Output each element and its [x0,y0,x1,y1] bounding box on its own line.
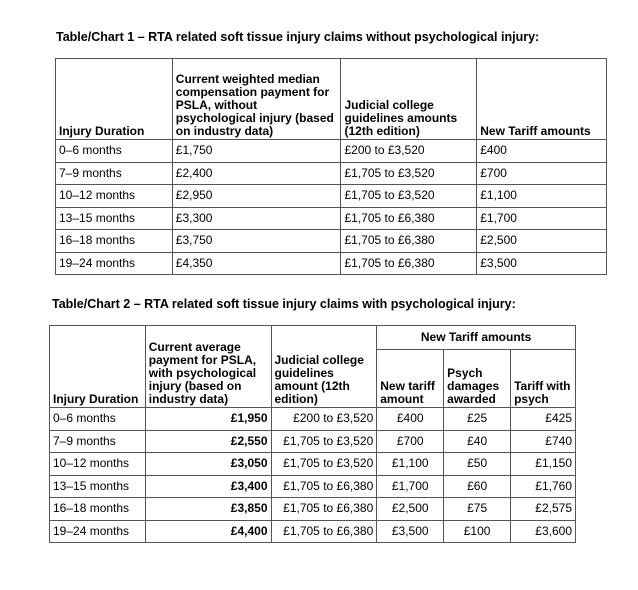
cell-tariff-with-psych: £1,150 [511,453,576,476]
cell-duration: 10–12 months [50,453,146,476]
cell-duration: 16–18 months [56,230,173,253]
col-header-tariff-with-psych: Tariff with psych [511,350,576,408]
cell-current-payment: £3,750 [172,230,341,253]
table-row [56,252,607,275]
cell-duration: 19–24 months [50,520,146,543]
cell-new-tariff: £400 [477,140,607,163]
table1-header-row [56,59,607,140]
cell-judicial-range: £1,705 to £3,520 [271,430,377,453]
table-row [50,408,576,431]
cell-current-payment: £3,050 [145,453,271,476]
col-header-judicial-guidelines: Judicial college guidelines amounts (12th edition) [341,59,477,140]
table1 [55,58,607,275]
cell-psych-damages: £100 [444,520,511,543]
cell-new-tariff: £2,500 [477,230,607,253]
cell-psych-damages: £50 [444,453,511,476]
cell-current-payment: £2,550 [145,430,271,453]
col-header-current-payment: Current weighted median compensation payment for PSLA, without psychological injury (based on industry data) [172,59,341,140]
cell-tariff-with-psych: £740 [511,430,576,453]
cell-duration: 16–18 months [50,498,146,521]
cell-duration: 7–9 months [50,430,146,453]
cell-duration: 19–24 months [56,252,173,275]
col-header-judicial-guidelines: Judicial college guidelines amount (12th edition) [271,326,377,408]
cell-duration: 13–15 months [56,207,173,230]
cell-psych-damages: £60 [444,475,511,498]
table1-title: Table/Chart 1 – RTA related soft tissue injury claims without psychological injury: [56,30,540,44]
col-header-current-payment: Current average payment for PSLA, with psychological injury (based on industry data) [145,326,271,408]
cell-judicial-range: £1,705 to £6,380 [271,475,377,498]
cell-judicial-range: £1,705 to £6,380 [341,207,477,230]
cell-judicial-range: £1,705 to £3,520 [271,453,377,476]
table2-title: Table/Chart 2 – RTA related soft tissue injury claims with psychological injury: [52,297,516,311]
cell-new-tariff: £2,500 [377,498,444,521]
cell-tariff-with-psych: £1,760 [511,475,576,498]
col-header-new-tariff-amount: New tariff amount [377,350,444,408]
cell-current-payment: £3,400 [145,475,271,498]
group-header-new-tariff: New Tariff amounts [377,326,576,350]
cell-duration: 10–12 months [56,185,173,208]
table-row [50,453,576,476]
cell-current-payment: £3,850 [145,498,271,521]
table-row [56,162,607,185]
cell-judicial-range: £1,705 to £6,380 [271,520,377,543]
cell-new-tariff: £1,700 [377,475,444,498]
cell-duration: 7–9 months [56,162,173,185]
cell-current-payment: £2,950 [172,185,341,208]
cell-current-payment: £1,950 [145,408,271,431]
cell-duration: 13–15 months [50,475,146,498]
cell-judicial-range: £200 to £3,520 [341,140,477,163]
cell-judicial-range: £1,705 to £3,520 [341,185,477,208]
cell-current-payment: £4,350 [172,252,341,275]
cell-new-tariff: £1,100 [477,185,607,208]
cell-judicial-range: £1,705 to £6,380 [341,252,477,275]
col-header-psych-damages: Psych damages awarded [444,350,511,408]
cell-judicial-range: £200 to £3,520 [271,408,377,431]
table-row [56,207,607,230]
table-row [56,140,607,163]
cell-psych-damages: £25 [444,408,511,431]
cell-tariff-with-psych: £3,600 [511,520,576,543]
cell-new-tariff: £1,100 [377,453,444,476]
cell-psych-damages: £40 [444,430,511,453]
table-row [56,185,607,208]
col-header-injury-duration: Injury Duration [50,326,146,408]
cell-new-tariff: £400 [377,408,444,431]
table-row [50,475,576,498]
table-row [50,430,576,453]
cell-current-payment: £2,400 [172,162,341,185]
cell-new-tariff: £700 [477,162,607,185]
cell-tariff-with-psych: £425 [511,408,576,431]
cell-judicial-range: £1,705 to £3,520 [341,162,477,185]
cell-new-tariff: £700 [377,430,444,453]
table2 [49,325,576,543]
cell-tariff-with-psych: £2,575 [511,498,576,521]
cell-duration: 0–6 months [56,140,173,163]
col-header-injury-duration: Injury Duration [56,59,173,140]
cell-judicial-range: £1,705 to £6,380 [341,230,477,253]
table-row [50,520,576,543]
cell-new-tariff: £1,700 [477,207,607,230]
cell-psych-damages: £75 [444,498,511,521]
cell-current-payment: £3,300 [172,207,341,230]
cell-new-tariff: £3,500 [377,520,444,543]
table-row [56,230,607,253]
table-row [50,498,576,521]
cell-new-tariff: £3,500 [477,252,607,275]
cell-duration: 0–6 months [50,408,146,431]
cell-current-payment: £1,750 [172,140,341,163]
cell-current-payment: £4,400 [145,520,271,543]
table2-group-header-row [50,326,576,350]
col-header-new-tariff: New Tariff amounts [477,59,607,140]
cell-judicial-range: £1,705 to £6,380 [271,498,377,521]
